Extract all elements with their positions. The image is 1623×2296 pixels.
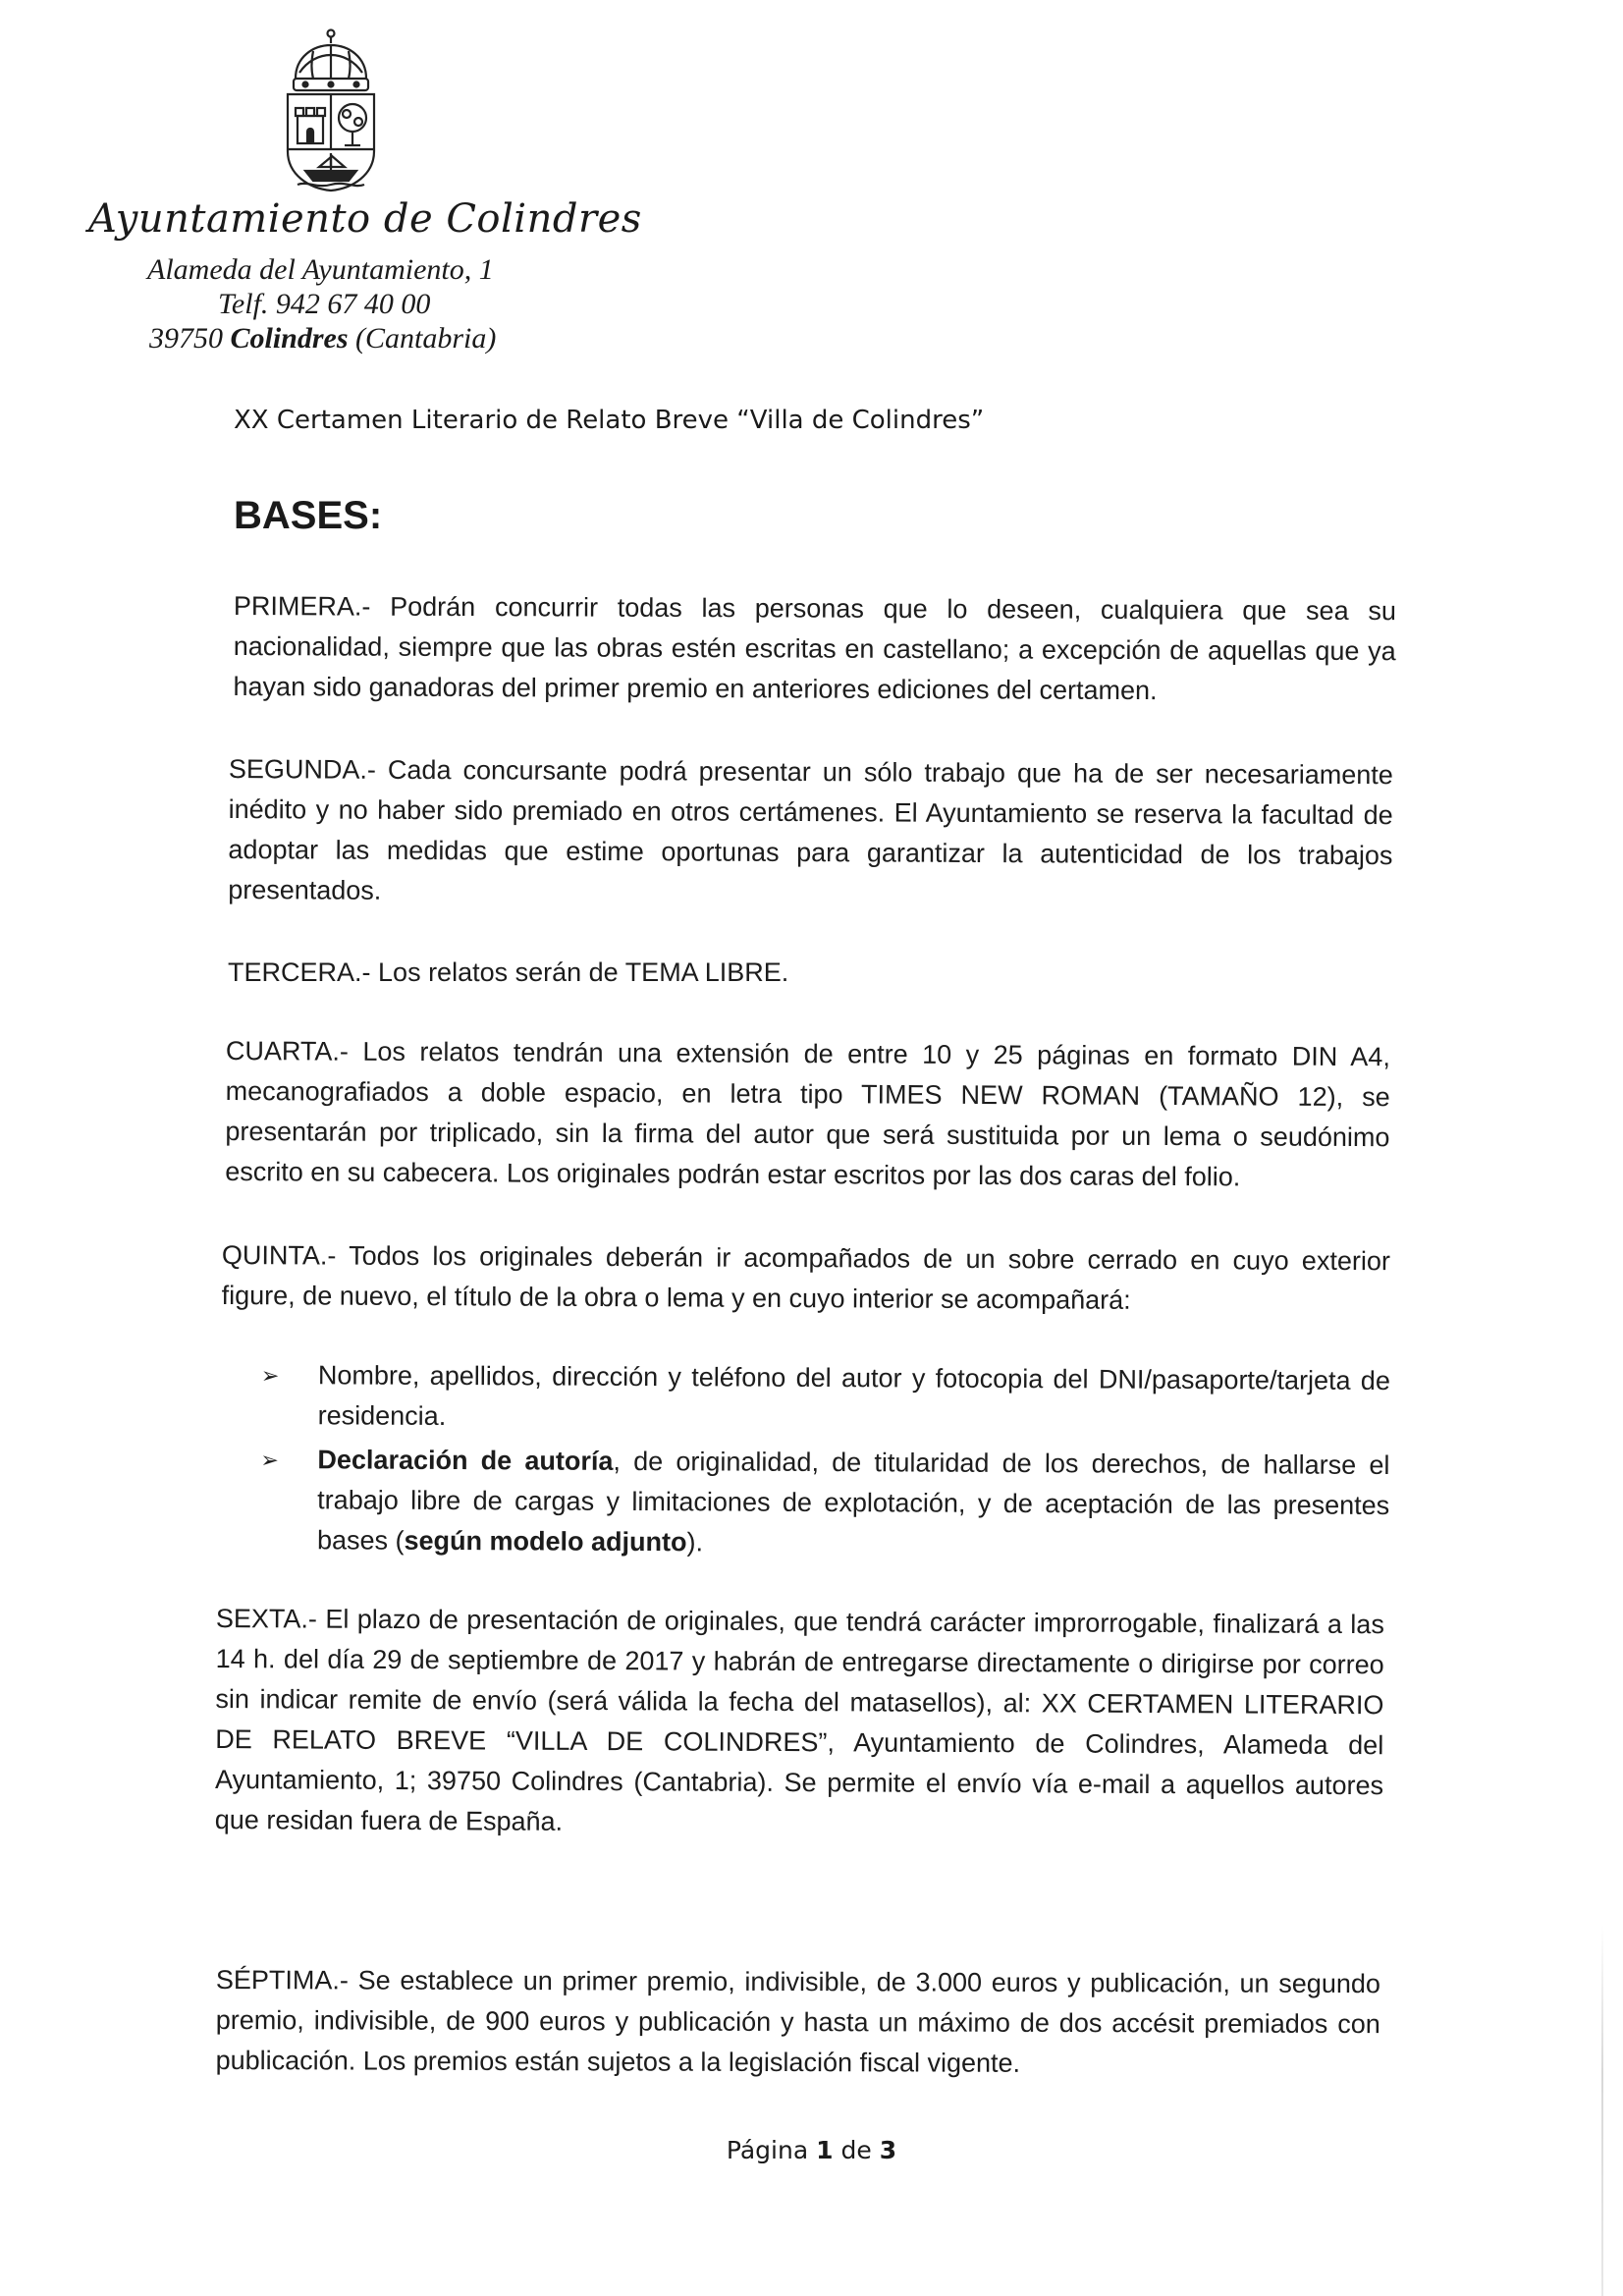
coat-of-arms-icon (278, 27, 384, 192)
clause-label: QUINTA.- (221, 1239, 337, 1271)
clause-text: Los relatos tendrán una extensión de entre 10 y 25 páginas en formato DIN A4, mecanografiados a doble espacio, en letra tipo TIMES NEW ROMAN (TAMAÑO 12), se presentarán por triplicado, sin la firma del autor que será sustituida por un lema o seudónimo escrito en su cabecera. Los originales podrán estar escritos por las dos caras del folio. (225, 1036, 1390, 1192)
clause-segunda (228, 749, 1393, 916)
list-item-text: , de originalidad, de titularidad de los derechos, de hallarse el trabajo libre de cargas y limitaciones de explotación, y de aceptación de las presentes bases ( (316, 1446, 1390, 1556)
clause-quinta (222, 1235, 1390, 1322)
clause-sexta (215, 1599, 1384, 1846)
footer-middle: de (840, 2136, 872, 2164)
list-item (260, 1440, 1390, 1566)
page-number-footer (0, 2136, 1623, 2164)
clause-cuarta (225, 1031, 1390, 1198)
clause-label: PRIMERA.- (233, 590, 371, 622)
clause-text: El plazo de presentación de originales, que tendrá carácter improrrogable, finalizará a las 14 h. del día 29 de septiembre de 2017 y habrán de entregarse directamente o dirigirse por correo sin indicar remite de envío (será válida la fecha del matasellos), al: XX CERTAMEN LITERARIO DE RELATO BREVE “VILLA DE COLINDRES”, Ayuntamiento de Colindres, Alameda del Ayuntamiento, 1; 39750 Colindres (Cantabria). Se permite el envío vía e-mail a aquellos autores que residan fuera de España. (214, 1604, 1384, 1836)
current-page-number: 1 (816, 2136, 834, 2164)
scan-edge-line (1601, 1925, 1603, 2296)
clause-label: SÉPTIMA.- (215, 1965, 349, 1995)
bases-heading: BASES: (234, 494, 383, 537)
clause-text: Todos los originales deberán ir acompañados de un sobre cerrado en cuyo exterior figure, de nuevo, el título de la obra o lema y en cuyo interior se acompañará: (221, 1240, 1390, 1315)
list-item-text: ). (686, 1527, 704, 1558)
clause-label: SEXTA.- (215, 1603, 318, 1634)
clause-text: Podrán concurrir todas las personas que lo deseen, cualquiera que sea su nacionalidad, siempre que las obras estén escritas en castellano; a excepción de aquellas que ya hayan sido ganadoras del primer premio en anteriores ediciones del certamen. (233, 591, 1396, 706)
postal-code: 39750 (149, 322, 223, 355)
total-page-number: 3 (879, 2136, 897, 2164)
address-line: Alameda del Ayuntamiento, 1 (147, 253, 494, 286)
quinta-requirements-list (260, 1355, 1390, 1570)
clause-text: Cada concursante podrá presentar un sólo trabajo que ha de ser necesariamente inédito y no haber sido premiado en otros certámenes. El Ayuntamiento se reserva la facultad de adoptar las medidas que estime oportunas para garantizar la autenticidad de los trabajos presentados. (228, 754, 1393, 905)
organization-name: Ayuntamiento de Colindres (88, 196, 642, 242)
phone-line: Telf. 942 67 40 00 (218, 288, 431, 320)
arrow-bullet-icon: ➢ (260, 1362, 280, 1389)
town-name: Colindres (230, 322, 349, 355)
clause-label: SEGUNDA.- (228, 753, 377, 785)
clause-text: Los relatos serán de TEMA LIBRE. (378, 957, 789, 987)
clause-label: CUARTA.- (225, 1035, 349, 1066)
clause-tercera (228, 953, 1392, 993)
list-item-emphasis: Declaración de autoría (317, 1445, 614, 1476)
clause-label: TERCERA.- (228, 957, 371, 987)
clause-text: Se establece un primer premio, indivisible, de 3.000 euros y publicación, un segundo premio, indivisible, de 900 euros y publicación y hasta un máximo de dos accésit premiados con publicación. Los premios están sujetos a la legislación fiscal vigente. (215, 1965, 1380, 2078)
list-item-emphasis: según modelo adjunto (404, 1525, 687, 1558)
contest-title: XX Certamen Literario de Relato Breve “Villa de Colindres” (234, 406, 985, 435)
clause-primera (233, 586, 1396, 712)
arrow-bullet-icon: ➢ (260, 1447, 279, 1473)
footer-prefix: Página (726, 2136, 809, 2164)
list-item-text: Nombre, apellidos, dirección y teléfono del autor y fotocopia del DNI/pasaporte/tarjeta de residencia. (317, 1360, 1390, 1431)
postal-line (149, 322, 496, 355)
clause-septima (216, 1960, 1380, 2085)
list-item (261, 1355, 1390, 1442)
region-name: (Cantabria) (355, 322, 497, 355)
